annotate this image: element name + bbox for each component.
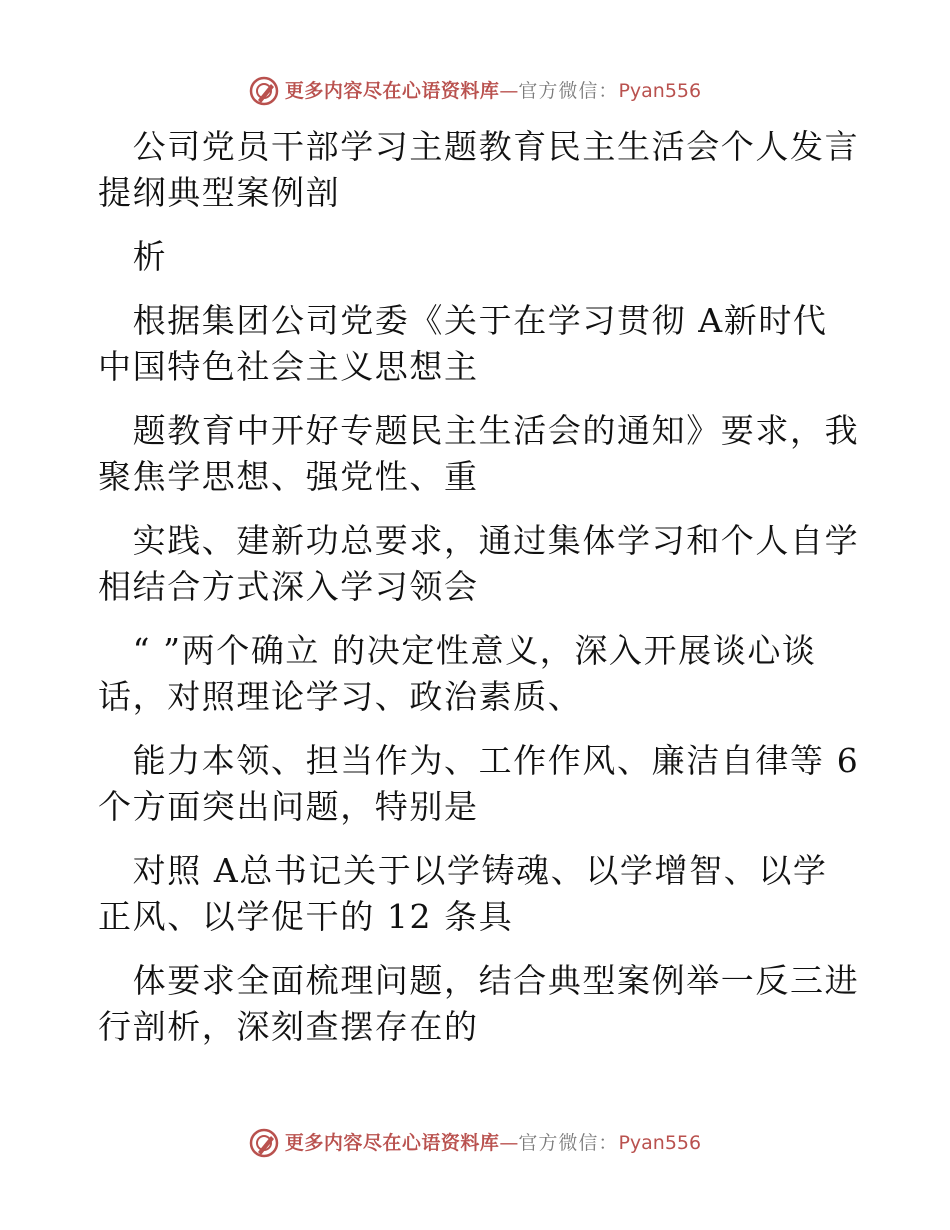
body-line: 体要求全面梳理问题，结合典型案例举一反三进 — [98, 961, 860, 1000]
body-line: 能力本领、担当作为、工作作风、廉洁自律等 6 — [98, 741, 860, 780]
body-line: 聚焦学思想、强党性、重 — [98, 457, 479, 496]
body-line: 实践、建新功总要求，通过集体学习和个人自学 — [98, 521, 860, 560]
body-line: 提纲典型案例剖 — [98, 173, 341, 212]
footer-watermark — [0, 1128, 950, 1158]
pen-logo-icon — [249, 76, 279, 106]
body-line: 析 — [98, 237, 168, 276]
watermark-dash: — — [499, 1132, 519, 1154]
body-line: 中国特色社会主义思想主 — [98, 347, 479, 386]
watermark-brand: 更多内容尽在心语资料库 — [284, 80, 500, 102]
document-body — [98, 124, 858, 1050]
body-line: 正风、以学促干的 12 条具 — [98, 897, 514, 936]
body-line: 相结合方式深入学习领会 — [98, 567, 479, 606]
body-line: 行剖析，深刻查摆存在的 — [98, 1007, 479, 1046]
watermark-id: Pyan556 — [618, 80, 702, 102]
body-line: 公司党员干部学习主题教育民主生活会个人发言 — [98, 127, 860, 166]
body-line: 话，对照理论学习、政治素质、 — [98, 677, 583, 716]
watermark-dash: — — [499, 80, 519, 102]
pen-logo-icon — [249, 1128, 279, 1158]
watermark-brand: 更多内容尽在心语资料库 — [284, 1132, 500, 1154]
body-line: 个方面突出问题，特别是 — [98, 787, 479, 826]
watermark-label: 官方微信： — [518, 1132, 619, 1154]
body-line: 根据集团公司党委《关于在学习贯彻 A新时代 — [98, 301, 828, 340]
watermark-id: Pyan556 — [618, 1132, 702, 1154]
watermark-label: 官方微信： — [518, 80, 619, 102]
body-line: “ ”两个确立 的决定性意义，深入开展谈心谈 — [98, 631, 817, 670]
body-line: 对照 A总书记关于以学铸魂、以学增智、以学 — [98, 851, 828, 890]
body-line: 题教育中开好专题民主生活会的通知》要求，我 — [98, 411, 860, 450]
header-watermark — [0, 76, 950, 106]
